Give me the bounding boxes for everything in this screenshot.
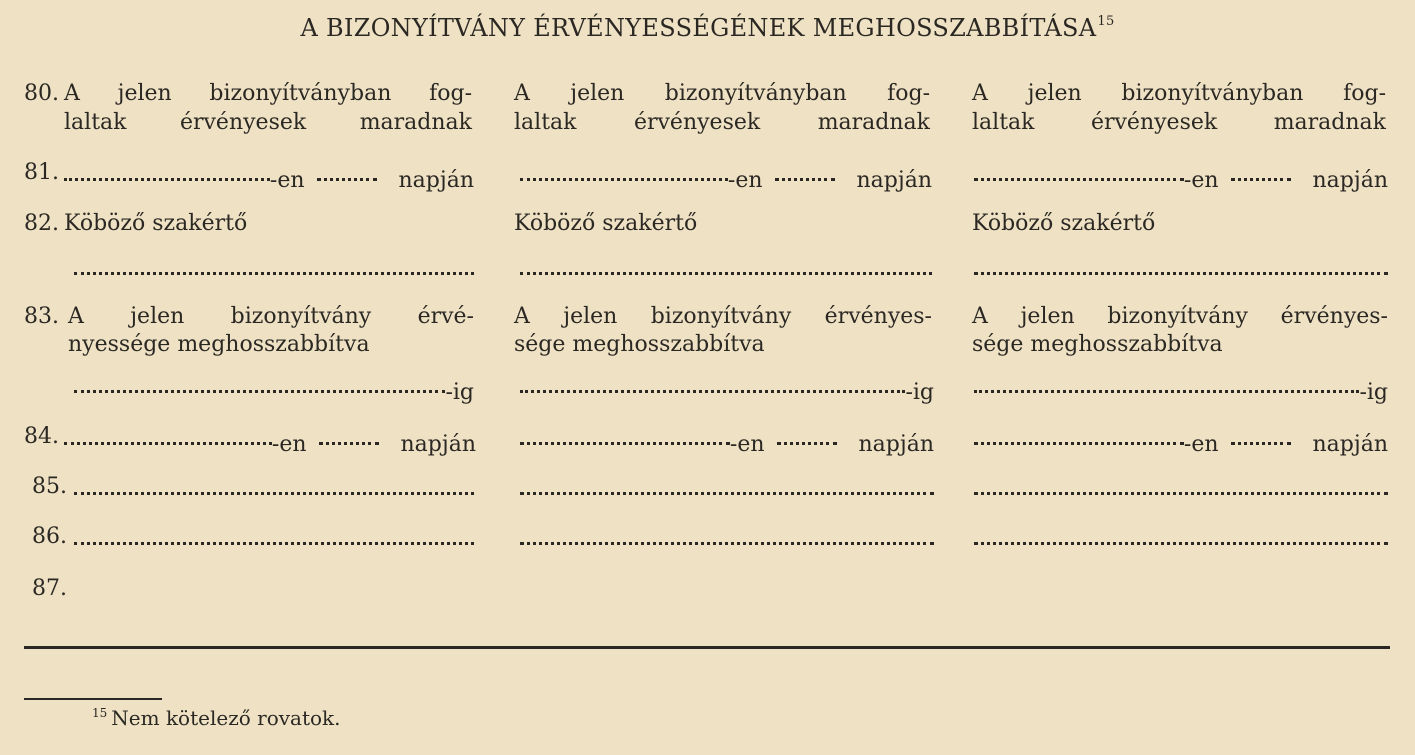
en-suffix: -en (729, 432, 765, 457)
row-number-83: 83. (24, 304, 59, 329)
date-blank (64, 422, 272, 451)
row-number-81: 81. (24, 160, 59, 185)
day-blank (317, 158, 377, 187)
row-number-87: 87. (32, 576, 67, 601)
napjan-label: napján (398, 168, 474, 193)
row82-col3-label: Köböző szakértő (972, 211, 1156, 236)
row81-col3-date-line (974, 158, 1388, 195)
row81-col1-date-line (64, 158, 474, 195)
footnote-rule (24, 698, 162, 700)
row-number-85: 85. (32, 474, 67, 499)
row82-col1-signature-line (74, 252, 474, 281)
until-date-blank (74, 370, 445, 399)
napjan-label: napján (858, 432, 934, 457)
en-suffix: -en (269, 168, 305, 193)
title-footnote-mark: 15 (1097, 14, 1115, 29)
en-suffix: -en (727, 168, 763, 193)
row86-col2-blank-line (520, 522, 934, 551)
date-blank (64, 158, 270, 187)
ig-suffix: -ig (445, 380, 474, 405)
day-blank (777, 422, 837, 451)
signature-blank (520, 252, 932, 281)
footnote-text: Nem kötelező rovatok. (111, 706, 341, 730)
row80-col2-line2: laltak érvényesek maradnak (514, 110, 930, 135)
footnote-mark: 15 (92, 706, 108, 720)
row80-col3-line1: A jelen bizonyítványban fog- (972, 81, 1386, 106)
date-blank (520, 422, 730, 451)
row86-col3-blank-line (974, 522, 1388, 551)
date-blank (974, 158, 1184, 187)
row84-col2-date-line (520, 422, 934, 459)
en-suffix: -en (1183, 168, 1219, 193)
row83-col3-line2: sége meghosszabbítva (972, 332, 1223, 357)
en-suffix: -en (271, 432, 307, 457)
row83-col2-line2: sége meghosszabbítva (514, 332, 765, 357)
row82-col2-label: Köböző szakértő (514, 211, 698, 236)
ig-suffix: -ig (1359, 380, 1388, 405)
day-blank (775, 158, 835, 187)
day-blank (1231, 158, 1291, 187)
row83-col2-line1: A jelen bizonyítvány érvényes- (514, 304, 932, 329)
row80-col1-line1: A jelen bizonyítványban fog- (64, 81, 472, 106)
blank (520, 522, 934, 551)
row-number-82: 82. (24, 211, 59, 236)
row-number-86: 86. (32, 524, 67, 549)
napjan-label: napján (1312, 168, 1388, 193)
napjan-label: napján (400, 432, 476, 457)
row84-col3-date-line (974, 422, 1388, 459)
ig-suffix: -ig (905, 380, 934, 405)
row82-col1-label: Köböző szakértő (64, 211, 248, 236)
blank (974, 472, 1388, 501)
row83-col1-until-line (74, 370, 474, 407)
until-date-blank (520, 370, 905, 399)
row83-col1-line1: A jelen bizonyítvány érvé- (68, 304, 474, 329)
row84-col1-date-line (64, 422, 476, 459)
row-number-84: 84. (24, 424, 59, 449)
day-blank (1231, 422, 1291, 451)
row80-col1-line2: laltak érvényesek maradnak (64, 110, 472, 135)
row81-col2-date-line (520, 158, 932, 195)
blank (520, 472, 934, 501)
blank (74, 472, 474, 501)
title-text: A BIZONYÍTVÁNY ÉRVÉNYESSÉGÉNEK MEGHOSSZABBÍTÁSA (300, 14, 1097, 42)
until-date-blank (974, 370, 1359, 399)
signature-blank (74, 252, 474, 281)
napjan-label: napján (1312, 432, 1388, 457)
row85-col1-blank-line (74, 472, 474, 501)
row83-col2-until-line (520, 370, 934, 407)
row83-col3-line1: A jelen bizonyítvány érvényes- (972, 304, 1388, 329)
blank (74, 522, 474, 551)
row-number-80: 80. (24, 81, 59, 106)
bottom-rule (24, 646, 1390, 649)
date-blank (974, 422, 1184, 451)
napjan-label: napján (856, 168, 932, 193)
row85-col3-blank-line (974, 472, 1388, 501)
row83-col3-until-line (974, 370, 1388, 407)
blank (974, 522, 1388, 551)
signature-blank (974, 252, 1388, 281)
row82-col2-signature-line (520, 252, 932, 281)
row82-col3-signature-line (974, 252, 1388, 281)
row86-col1-blank-line (74, 522, 474, 551)
row83-col1-line2: nyessége meghosszabbítva (68, 332, 370, 357)
date-blank (520, 158, 728, 187)
row80-col3-line2: laltak érvényesek maradnak (972, 110, 1386, 135)
row85-col2-blank-line (520, 472, 934, 501)
row80-col2-line1: A jelen bizonyítványban fog- (514, 81, 930, 106)
footnote (92, 706, 341, 730)
page-title (0, 14, 1415, 42)
day-blank (319, 422, 379, 451)
en-suffix: -en (1183, 432, 1219, 457)
